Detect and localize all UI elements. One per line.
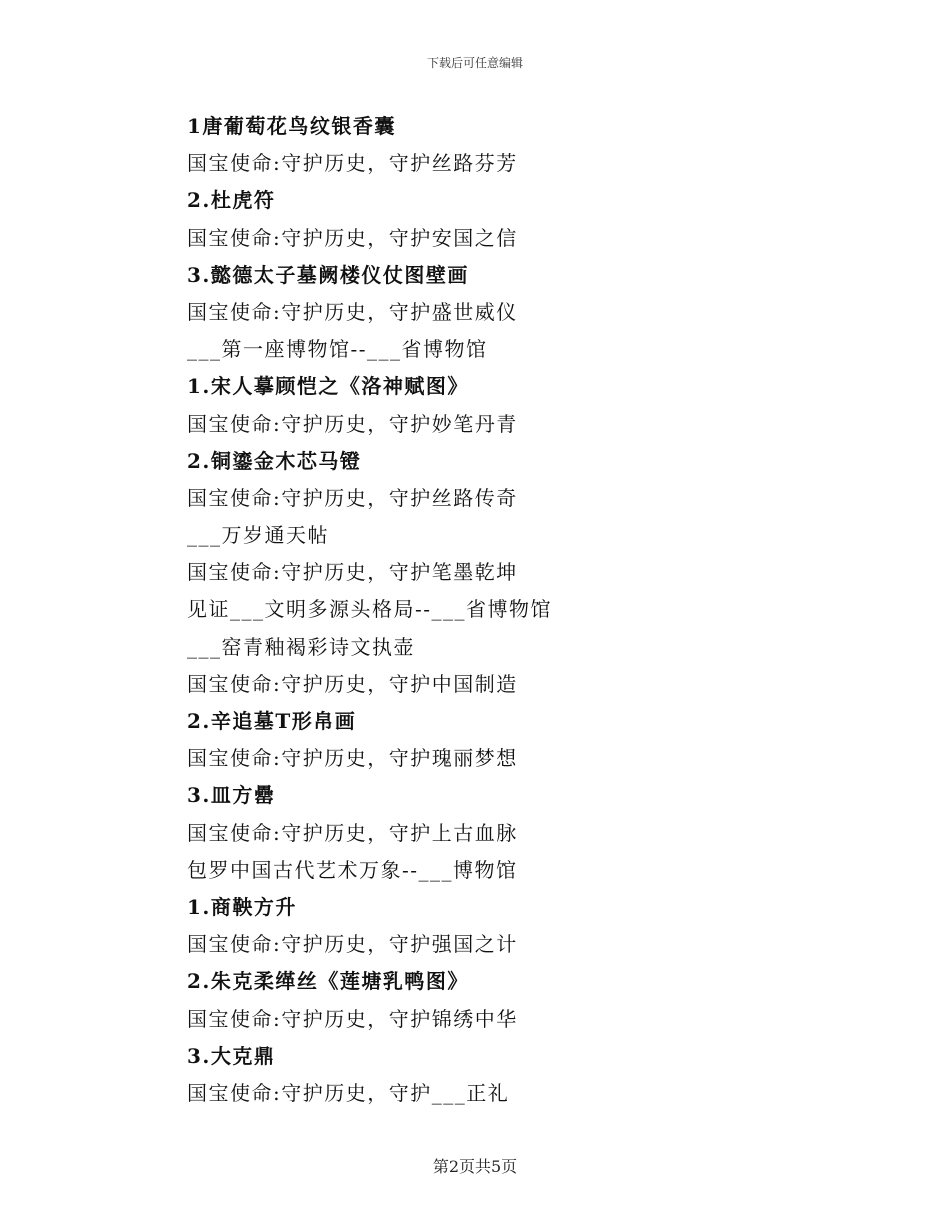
text-line: 国宝使命:守护历史，守护笔墨乾坤 [187, 560, 518, 585]
text-line: 国宝使命:守护历史，守护丝路芬芳 [187, 151, 518, 176]
text-line: 1.商鞅方升 [187, 894, 297, 919]
text-line: 3.懿德太子墓阙楼仪仗图壁画 [187, 262, 469, 287]
text-line: 1唐葡萄花鸟纹银香囊 [187, 114, 396, 138]
text-line: 国宝使命:守护历史，守护安国之信 [187, 225, 518, 250]
page-footer: 第2页共5页 [432, 1157, 518, 1176]
text-line: 2.辛追墓T形帛画 [187, 709, 357, 733]
text-line: 2.朱克柔缂丝《莲塘乳鸭图》 [187, 969, 469, 994]
text-line: ___万岁通天帖 [187, 523, 329, 548]
text-line: 国宝使命:守护历史，守护强国之计 [187, 932, 518, 957]
text-line: ___窑青釉褐彩诗文执壶 [187, 634, 415, 659]
text-line: 国宝使命:守护历史，守护___正礼 [187, 1080, 510, 1105]
text-line: 国宝使命:守护历史，守护中国制造 [187, 671, 518, 696]
document-body [187, 108, 827, 1112]
text-line: 2.杜虎符 [187, 188, 276, 213]
text-line: 2.铜鎏金木芯马镫 [187, 448, 362, 473]
text-line: 国宝使命:守护历史，守护瑰丽梦想 [187, 746, 518, 771]
text-line: 3.大克鼎 [187, 1043, 276, 1068]
text-line: 3.皿方罍 [187, 783, 276, 808]
page-header: 下载后可任意编辑 [426, 56, 523, 70]
text-line: 见证___文明多源头格局--___省博物馆 [187, 597, 553, 622]
text-line: 国宝使命:守护历史，守护丝路传奇 [187, 485, 518, 510]
text-line: 国宝使命:守护历史，守护锦绣中华 [187, 1006, 518, 1031]
text-line: 国宝使命:守护历史，守护妙笔丹青 [187, 411, 518, 436]
text-line: 国宝使命:守护历史，守护盛世威仪 [187, 299, 518, 324]
text-line: 包罗中国古代艺术万象--___博物馆 [187, 857, 518, 882]
text-line: 1.宋人摹顾恺之《洛神赋图》 [187, 374, 469, 399]
text-line: 国宝使命:守护历史，守护上古血脉 [187, 820, 518, 845]
text-line: ___第一座博物馆--___省博物馆 [187, 337, 488, 362]
